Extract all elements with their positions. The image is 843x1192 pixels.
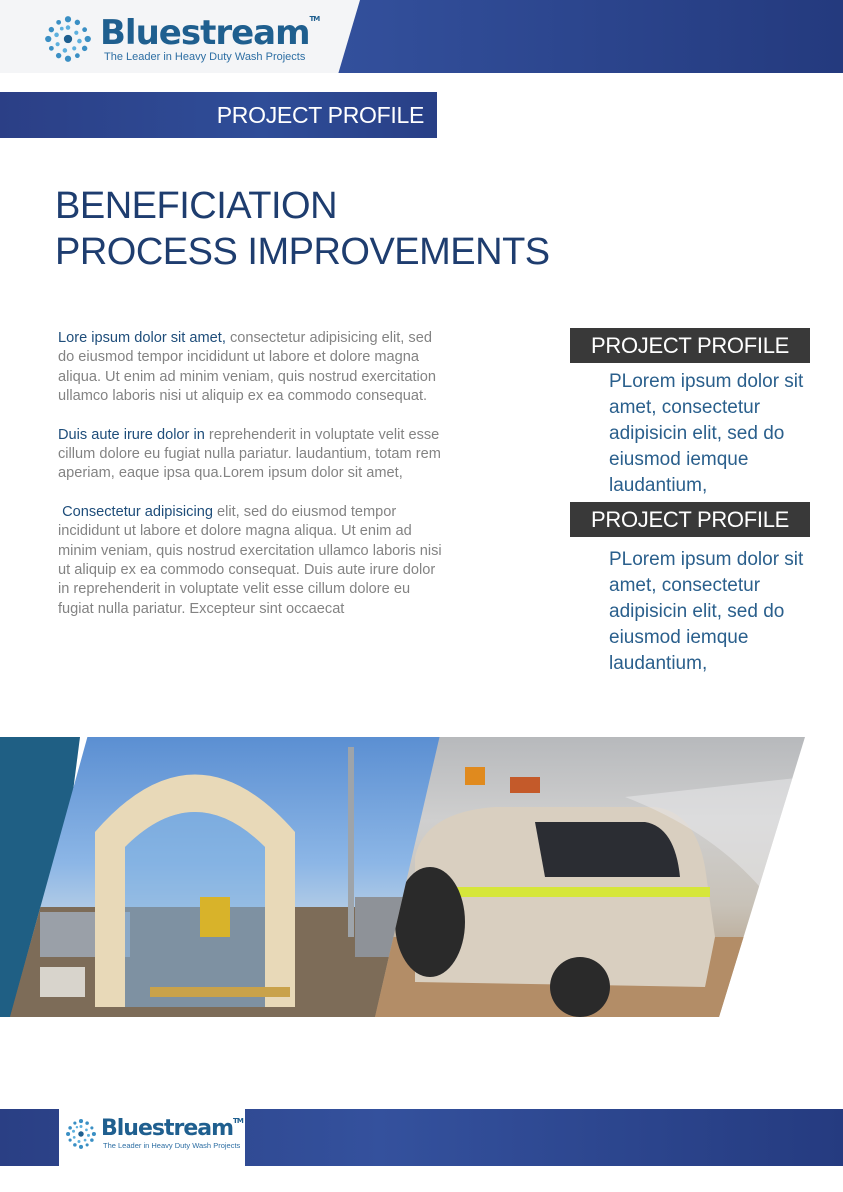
title-line-2: PROCESS IMPROVEMENTS bbox=[55, 231, 550, 273]
body-text bbox=[58, 329, 446, 638]
footer-brand-logo bbox=[64, 1117, 243, 1151]
paragraph-2-rest: reprehenderit in voluptate velit esse cillum dolore eu fugiat nulla pariatur. laudantium, totam rem aperiam, eaque ipsa qua.Lorem ipsum dolor sit amet, bbox=[58, 426, 441, 482]
sidebar-text-1: PLorem ipsum dolor sit amet, consectetur adipisicin elit, sed do eiusmod iemque laudantium, bbox=[609, 371, 804, 496]
footer-brand-name: Bluestream bbox=[101, 1116, 234, 1142]
sidebar-text-2: PLorem ipsum dolor sit amet, consectetur adipisicin elit, sed do eiusmod iemque laudantium, bbox=[609, 549, 804, 674]
paragraph-1 bbox=[58, 329, 443, 407]
title-line-1: BENEFICIATION bbox=[55, 185, 338, 227]
photo-strip bbox=[0, 737, 843, 1017]
paragraph-1-lead: Lore ipsum dolor sit amet, bbox=[58, 330, 226, 346]
paragraph-2 bbox=[58, 426, 443, 484]
paragraph-3-lead: Consectetur adipisicing bbox=[58, 503, 213, 520]
paragraph-1-rest: consectetur adipisicing elit, sed do eiusmod tempor incididunt ut labore et dolore magna aliqua. Ut enim ad minim veniam, quis nostrud exercitation ullamco laboris nisi ut aliquip ex ea commodo consequat. bbox=[58, 330, 436, 405]
footer-brand-tagline: The Leader in Heavy Duty Wash Projects bbox=[103, 1141, 241, 1151]
swirl-logo-icon bbox=[42, 13, 94, 65]
brand-tagline: The Leader in Heavy Duty Wash Projects bbox=[104, 50, 306, 63]
swirl-logo-icon bbox=[64, 1117, 98, 1151]
paragraph-2-lead: Duis aute irure dolor in bbox=[58, 426, 205, 443]
vehicle-wash-photo bbox=[375, 737, 805, 1017]
page-title bbox=[55, 183, 550, 275]
brand-name: Bluestream bbox=[100, 12, 310, 53]
sidebar-heading-1: PROJECT PROFILE bbox=[570, 328, 810, 363]
paragraph-3 bbox=[58, 503, 446, 619]
brand-logo bbox=[42, 13, 319, 65]
project-profile-banner: PROJECT PROFILE bbox=[0, 92, 437, 138]
trademark: TM bbox=[309, 14, 320, 23]
paragraph-3-rest: elit, sed do eiusmod tempor incididunt ut labore et dolore magna aliqua. Ut enim ad minim veniam, quis nostrud exercitation ullamco laboris nisi ut aliquip ex ea commodo consequat. Duis aute irure dolor in reprehenderit in voluptate velit esse cillum dolore eu fugiat nulla pariatur. Excepteur sint occaecat bbox=[58, 503, 446, 617]
footer-trademark: TM bbox=[233, 1117, 243, 1126]
sidebar-heading-2: PROJECT PROFILE bbox=[570, 502, 810, 537]
